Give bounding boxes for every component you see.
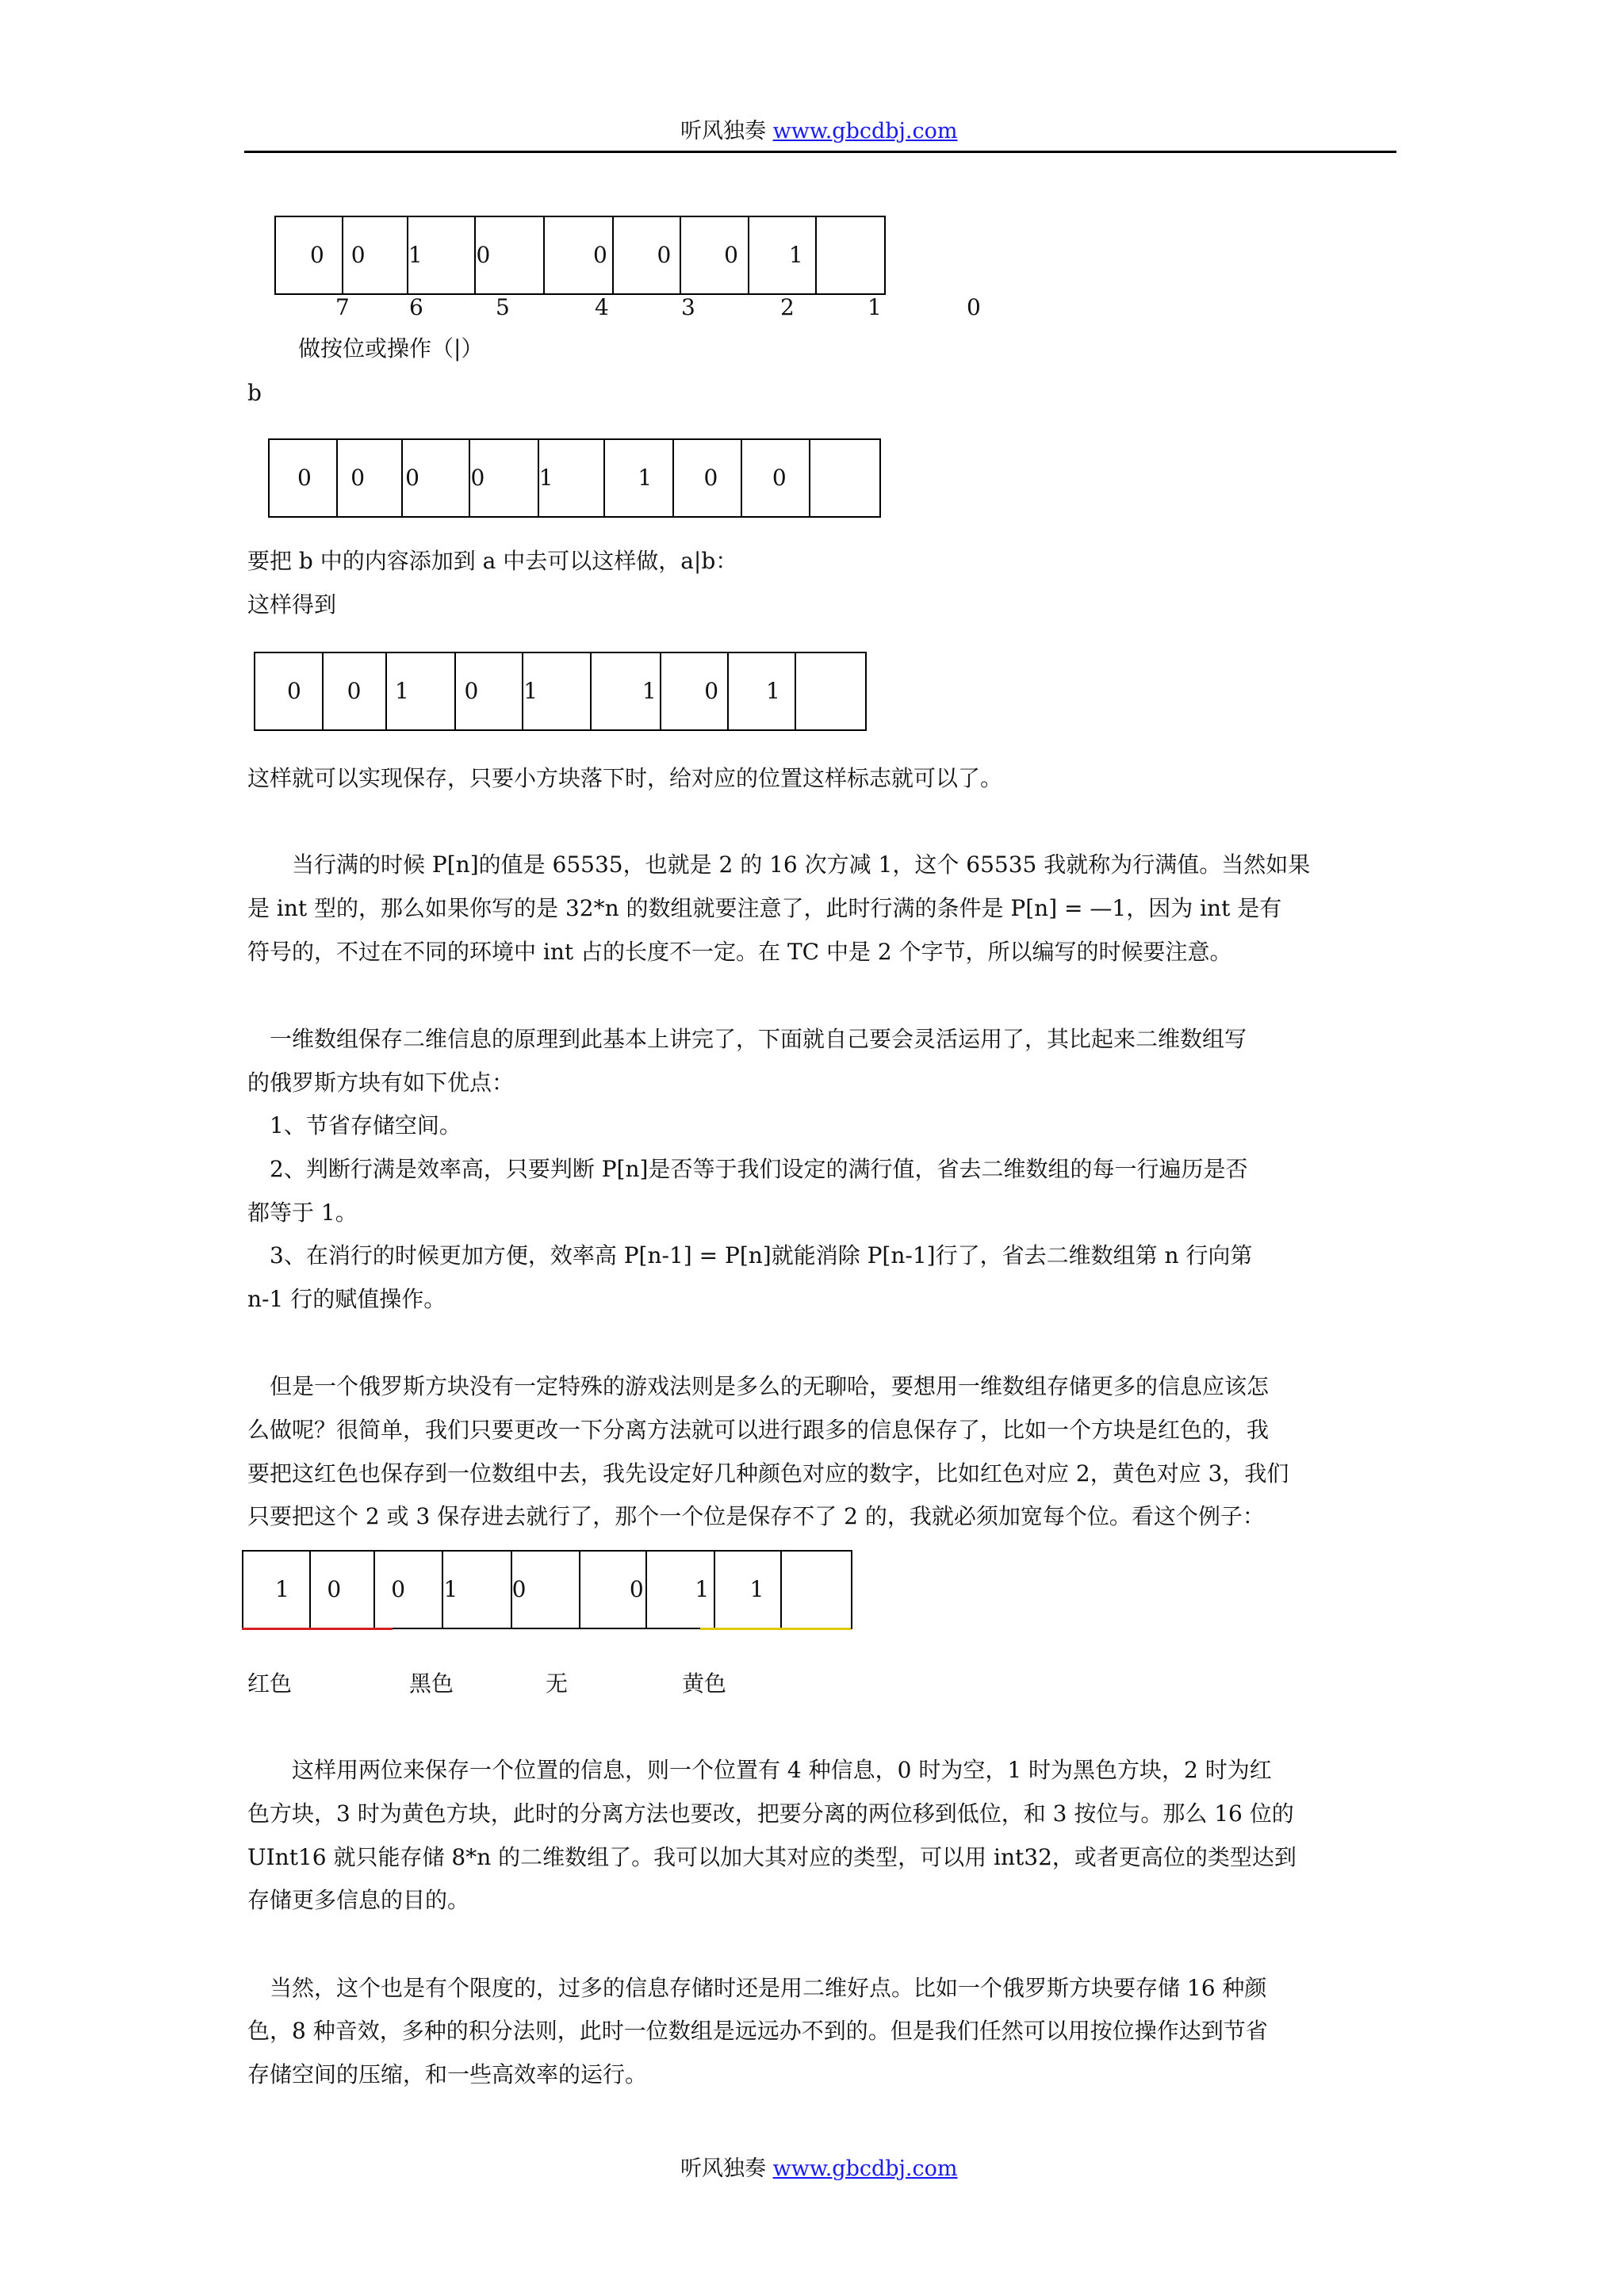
para-1-line-3: 符号的，不过在不同的环境中 int 占的长度不一定。在 TC 中是 2 个字节，所以编写的时候要注意。 <box>247 939 1232 965</box>
bit-cell: 0 <box>742 440 810 516</box>
bit-index: 3 <box>681 294 695 320</box>
para-4-line-3: UInt16 就只能存储 8*n 的二维数组了。我可以加大其对应的类型，可以用 int32，或者更高位的类型达到 <box>247 1844 1297 1870</box>
bit-cell: 0 <box>375 1552 443 1628</box>
bit-cell: 0 <box>276 217 343 293</box>
bit-grid-a <box>274 216 886 295</box>
bit-cell: 1 <box>523 653 592 729</box>
para-2-line-2: 的俄罗斯方块有如下优点： <box>247 1070 515 1096</box>
bit-cell: 1 <box>605 440 674 516</box>
bit-cell: 0 <box>681 217 749 293</box>
op-label: 做按位或操作（|） <box>298 335 484 362</box>
color-label-red: 红色 <box>247 1670 293 1697</box>
bit-grid-d <box>242 1550 852 1629</box>
bit-cell: 0 <box>255 653 324 729</box>
bit-cell: 0 <box>580 1552 647 1628</box>
header-title: 听风独奏 <box>680 119 766 144</box>
result-label: 这样得到 <box>247 591 337 618</box>
advantage-1: 1、节省存储空间。 <box>247 1112 462 1138</box>
advantage-2-line-2: 都等于 1。 <box>247 1200 358 1226</box>
red-underline <box>242 1628 393 1630</box>
bit-cell: 0 <box>403 440 470 516</box>
color-label-black: 黑色 <box>409 1670 454 1697</box>
para-3-line-2: 么做呢？很简单，我们只要更改一下分离方法就可以进行跟多的信息保存了，比如一个方块是红色的，我 <box>247 1417 1270 1443</box>
bit-cell: 0 <box>311 1552 375 1628</box>
bit-cell <box>796 653 865 729</box>
bit-cell <box>817 217 884 293</box>
footer-title: 听风独奏 <box>680 2156 766 2181</box>
bit-cell: 0 <box>661 653 729 729</box>
bit-cell <box>810 440 879 516</box>
bit-cell: 1 <box>539 440 606 516</box>
advantage-3-line-2: n-1 行的赋值操作。 <box>247 1286 446 1312</box>
bit-cell: 1 <box>647 1552 714 1628</box>
advantage-3-line-1: 3、在消行的时候更加方便，效率高 P[n-1] = P[n]就能消除 P[n-1]行了，省去二维数组第 n 行向第 <box>247 1242 1253 1269</box>
save-line: 这样就可以实现保存，只要小方块落下时，给对应的位置这样标志就可以了。 <box>247 765 1003 791</box>
para-4-line-2: 色方块，3 时为黄色方块，此时的分离方法也要改，把要分离的两位移到低位，和 3 按位与。那么 16 位的 <box>247 1800 1294 1827</box>
para-4-line-4: 存储更多信息的目的。 <box>247 1887 470 1913</box>
bit-cell: 1 <box>443 1552 511 1628</box>
para-5-line-1: 当然，这个也是有个限度的，过多的信息存储时还是用二维好点。比如一个俄罗斯方块要存储 16 种颜 <box>247 1975 1267 2001</box>
bit-cell: 0 <box>338 440 403 516</box>
bit-grid-b <box>268 438 881 518</box>
bit-cell <box>782 1552 851 1628</box>
bit-cell: 1 <box>243 1552 311 1628</box>
para-2-line-1: 一维数组保存二维信息的原理到此基本上讲完了，下面就自己要会灵活运用了，其比起来二维数组写 <box>247 1026 1247 1052</box>
bit-cell: 0 <box>324 653 387 729</box>
bit-cell: 0 <box>614 217 682 293</box>
color-label-yellow: 黄色 <box>682 1670 727 1697</box>
bit-index: 4 <box>595 294 609 320</box>
bit-cell: 0 <box>343 217 408 293</box>
b-label: b <box>247 380 262 406</box>
bit-cell: 0 <box>456 653 523 729</box>
para-5-line-3: 存储空间的压缩，和一些高效率的运行。 <box>247 2061 648 2087</box>
bit-cell: 1 <box>408 217 477 293</box>
header-rule <box>244 151 1396 153</box>
bit-grid-c <box>254 652 867 731</box>
bit-cell: 0 <box>545 217 614 293</box>
para-3-line-3: 要把这红色也保存到一位数组中去，我先设定好几种颜色对应的数字，比如红色对应 2，黄色对应 3，我们 <box>247 1460 1289 1487</box>
para-3-line-1: 但是一个俄罗斯方块没有一定特殊的游戏法则是多么的无聊哈，要想用一维数组存储更多的信息应该怎 <box>247 1373 1270 1399</box>
para-4-line-1: 这样用两位来保存一个位置的信息，则一个位置有 4 种信息，0 时为空，1 时为黑色方块，2 时为红 <box>247 1757 1272 1783</box>
bit-cell: 0 <box>512 1552 580 1628</box>
bit-index: 1 <box>868 294 882 320</box>
advantage-2-line-1: 2、判断行满是效率高，只要判断 P[n]是否等于我们设定的满行值，省去二维数组的每一行遍历是否 <box>247 1156 1248 1182</box>
bit-cell: 1 <box>592 653 661 729</box>
para-3-line-4: 只要把这个 2 或 3 保存进去就行了，那个一个位是保存不了 2 的，我就必须加宽每个位。看这个例子： <box>247 1503 1265 1529</box>
bit-index: 2 <box>780 294 795 320</box>
page-header <box>680 121 958 142</box>
bit-index: 0 <box>967 294 981 320</box>
para-1-line-1: 当行满的时候 P[n]的值是 65535，也就是 2 的 16 次方减 1，这个 65535 我就称为行满值。当然如果 <box>247 851 1311 878</box>
bit-index: 6 <box>409 294 423 320</box>
page-footer <box>680 2158 958 2179</box>
para-5-line-2: 色，8 种音效，多种的积分法则，此时一位数组是远远办不到的。但是我们任然可以用按位操作达到节省 <box>247 2018 1268 2044</box>
add-line: 要把 b 中的内容添加到 a 中去可以这样做，a|b： <box>247 548 738 574</box>
bit-index: 7 <box>335 294 350 320</box>
bit-cell: 0 <box>674 440 741 516</box>
bit-cell: 1 <box>387 653 456 729</box>
para-1-line-2: 是 int 型的，那么如果你写的是 32*n 的数组就要注意了，此时行满的条件是 P[n] = —1，因为 int 是有 <box>247 895 1282 921</box>
bit-cell: 1 <box>729 653 796 729</box>
bit-index: 5 <box>496 294 510 320</box>
color-label-none: 无 <box>546 1670 569 1697</box>
yellow-underline <box>700 1628 851 1630</box>
bit-cell: 1 <box>715 1552 782 1628</box>
bit-cell: 0 <box>270 440 338 516</box>
bit-cell: 0 <box>470 440 538 516</box>
bit-cell: 1 <box>749 217 818 293</box>
footer-link[interactable]: www.gbcdbj.com <box>772 2156 958 2181</box>
header-link[interactable]: www.gbcdbj.com <box>772 119 958 144</box>
bit-cell: 0 <box>476 217 545 293</box>
